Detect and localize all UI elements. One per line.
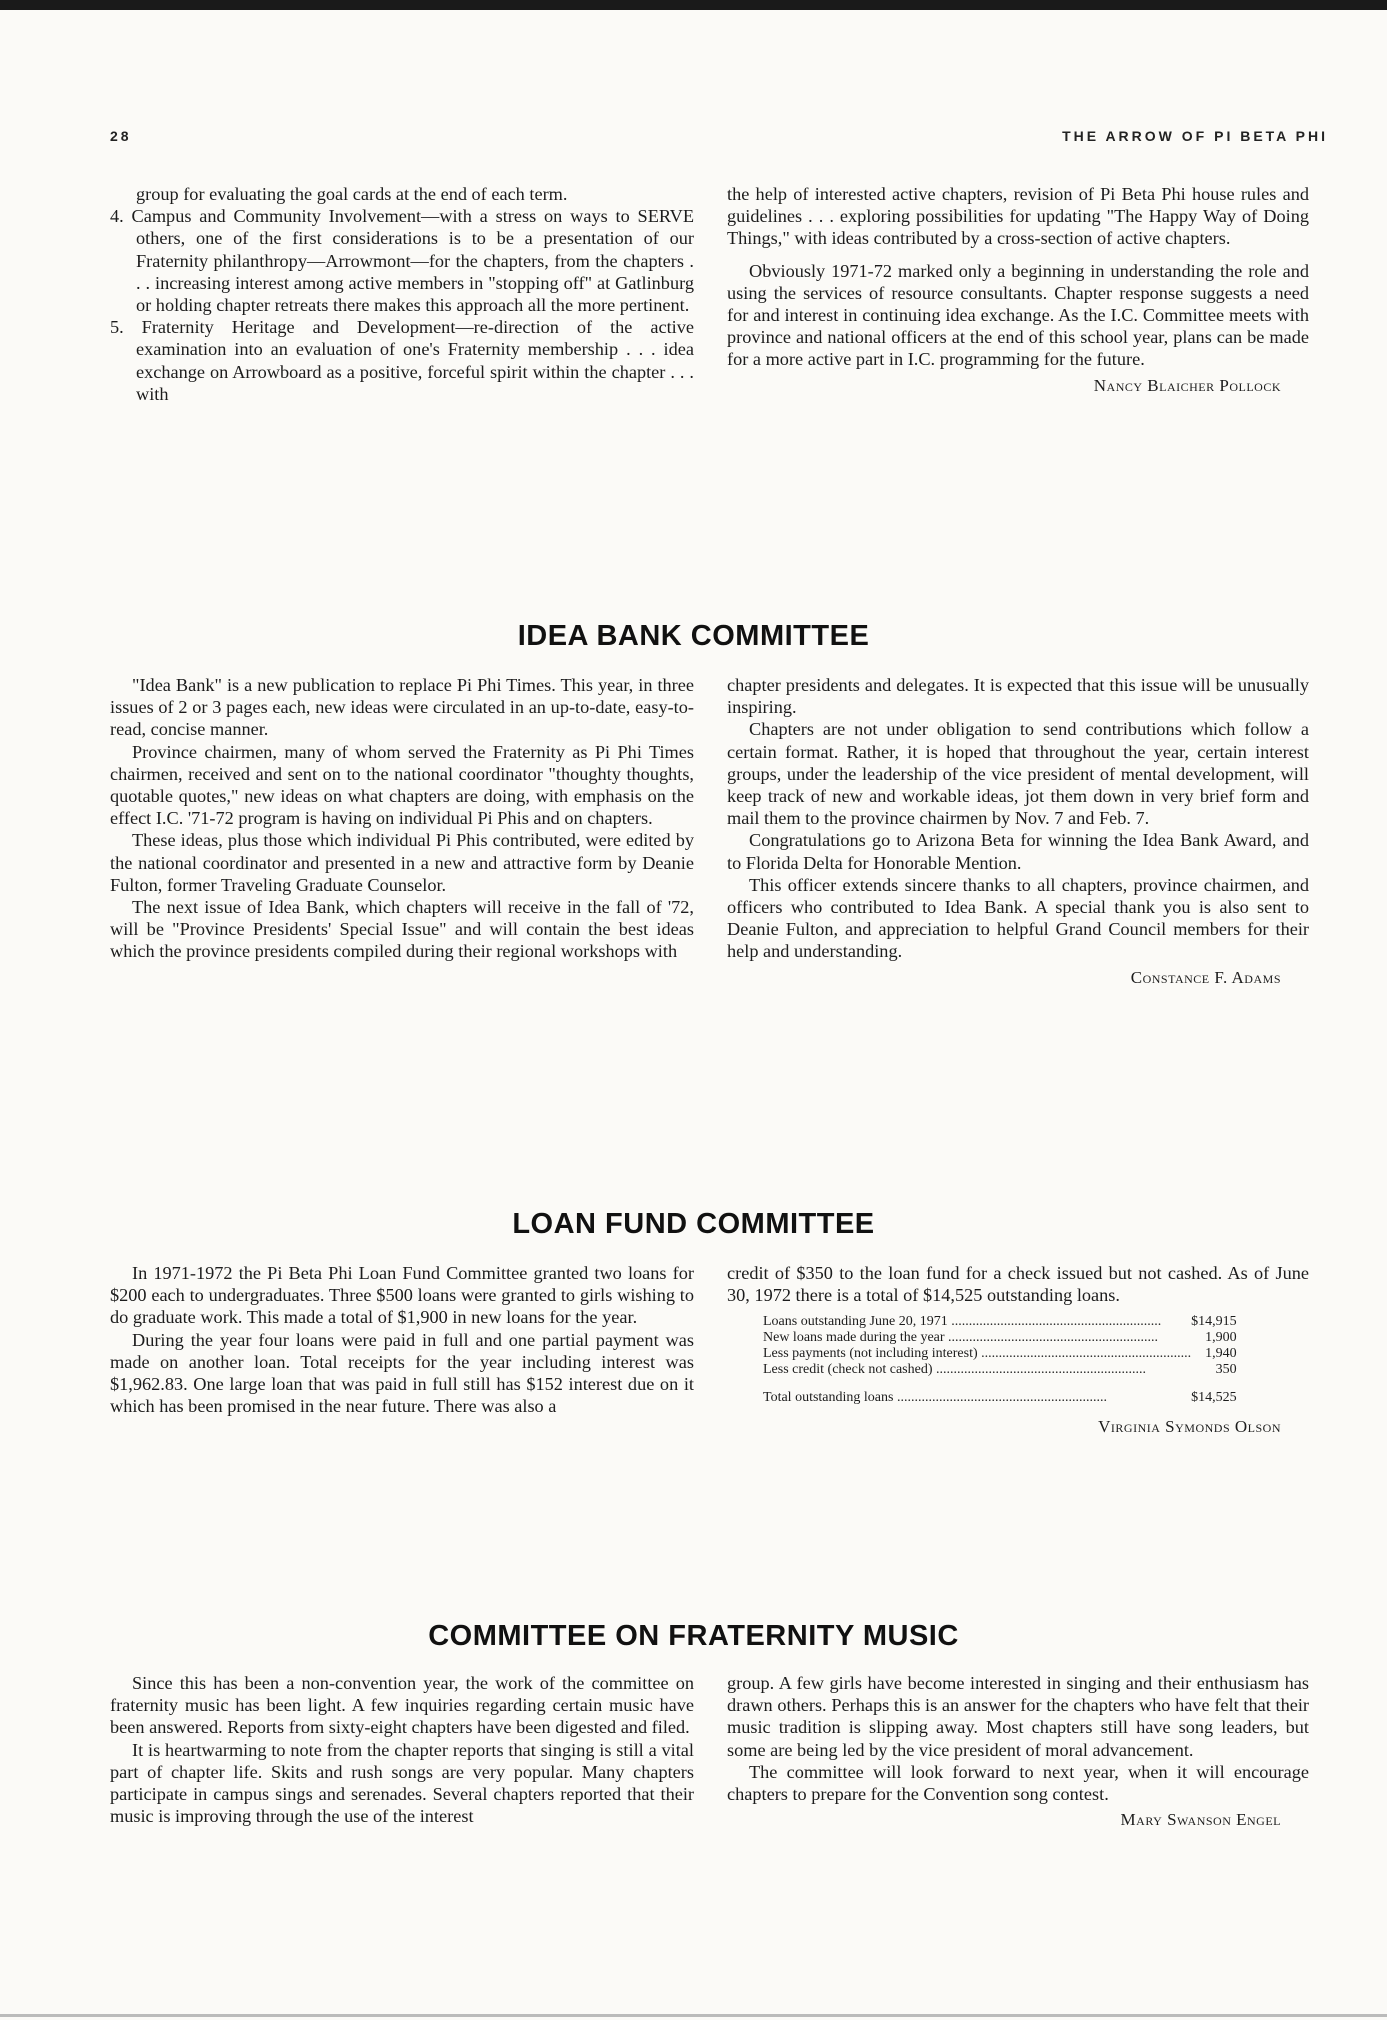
signature: Virginia Symonds Olson [1098,1417,1281,1437]
idea-bank-right-column [727,674,1309,989]
paragraph: In 1971-1972 the Pi Beta Phi Loan Fund Committee granted two loans for $200 each to undergraduates. Three $500 loans were granted to girls wishing to do graduate work. This made a total of $1,900 in new loans for the year. [110,1263,694,1328]
paragraph: This officer extends sincere thanks to all chapters, province chairmen, and officers who contributed to Idea Bank. A special thank you is also sent to Deanie Fulton, and appreciation to helpful Grand Council members for their help and understanding. [727,874,1309,962]
top-left-column [110,183,694,405]
row-label: Less credit (check not cashed) ............................................................ [763,1362,1146,1378]
section-heading: LOAN FUND COMMITTEE [512,1208,875,1240]
idea-bank-left-column [110,674,694,963]
paragraph: Since this has been a non-convention year, the work of the committee on fraternity music has been light. A few inquiries regarding certain music have been answered. Reports from sixty-eight chapters have been digested and filed. [110,1673,694,1738]
table-row [763,1330,1237,1346]
top-right-column [727,183,1309,397]
paragraph: credit of $350 to the loan fund for a check issued but not cashed. As of June 30, 1972 there is a total of $14,525 outstanding loans. [727,1263,1309,1306]
signature: Nancy Blaicher Pollock [1093,375,1281,395]
bottom-border [0,2014,1387,2017]
paragraph: "Idea Bank" is a new publication to replace Pi Phi Times. This year, in three issues of 2 or 3 pages each, new ideas were circulated in an up-to-date, easy-to-read, concise manner. [110,675,694,740]
page-number: 28 [110,128,132,144]
row-amount: $14,915 [1191,1314,1237,1330]
row-amount: 1,940 [1205,1346,1237,1362]
signature: Mary Swanson Engel [1120,1810,1281,1830]
paragraph: chapter presidents and delegates. It is expected that this issue will be unusually inspiring. [727,675,1309,718]
section-heading: IDEA BANK COMMITTEE [517,620,870,652]
loan-fund-left-column [110,1262,694,1417]
signature: Constance F. Adams [1130,967,1281,987]
table-row [763,1314,1237,1330]
paragraph: The next issue of Idea Bank, which chapters will receive in the fall of '72, will be "Province Presidents' Special Issue" and will contain the best ideas which the province presidents compiled during their regional workshops with [110,897,694,962]
list-item-5: 5. Fraternity Heritage and Development—re-direction of the active examination into an evaluation of one's Fraternity membership . . . idea exchange on Arrowboard as a positive, forceful spirit within the chapter . . . with [110,317,694,404]
paragraph: The committee will look forward to next year, when it will encourage chapters to prepare for the Convention song contest. [727,1761,1309,1805]
paragraph: group. A few girls have become interested in singing and their enthusiasm has drawn others. Perhaps this is an answer for the chapters who have felt that their music tradition is slipping away. Most chapters still have song leaders, but some are being led by the vice president of moral advancement. [727,1673,1309,1760]
music-left-column [110,1672,694,1827]
loan-table [763,1314,1237,1406]
running-head: THE ARROW OF PI BETA PHI [1062,128,1328,144]
list-item-4: 4. Campus and Community Involvement—with a stress on ways to SERVE others, one of the first considerations is to be a presentation of our Fraternity philanthropy—Arrowmont—for the chapters, from the chapters . . . increasing interest among active members in "stopping off" at Gatlinburg or holding chapter retreats there makes this approach all the more pertinent. [110,206,694,316]
table-row [763,1362,1237,1378]
row-amount: 350 [1215,1362,1237,1378]
paragraph: Congratulations go to Arizona Beta for winning the Idea Bank Award, and to Florida Delta for Honorable Mention. [727,830,1309,873]
paragraph: Obviously 1971-72 marked only a beginning in understanding the role and using the services of resource consultants. Chapter response suggests a need for and interest in continuing idea exchange. As the I.C. Committee meets with province and national officers at the end of this school year, plans can be made for a more active part in I.C. programming for the future. [727,260,1309,370]
paragraph: During the year four loans were paid in full and one partial payment was made on another loan. Total receipts for the year including interest was $1,962.83. One large loan that was paid in full still has $152 interest due on it which has been promised in the near future. There was also a [110,1329,694,1417]
total-amount: $14,525 [1191,1390,1237,1406]
paragraph: Chapters are not under obligation to send contributions which follow a certain format. Rather, it is hoped that throughout the year, certain interest groups, under the leadership of the vice president of mental development, will keep track of new and workable ideas, jot them down in very brief form and mail them to the province chairmen by Nov. 7 and Feb. 7. [727,719,1309,829]
row-amount: 1,900 [1205,1330,1237,1346]
section-heading: COMMITTEE ON FRATERNITY MUSIC [428,1620,959,1652]
row-label: Loans outstanding June 20, 1971 ............................................................ [763,1314,1162,1330]
row-label: Less payments (not including interest) ............................................................ [763,1346,1192,1362]
paragraph: group for evaluating the goal cards at the end of each term. [136,184,568,204]
paragraph: These ideas, plus those which individual Pi Phis contributed, were edited by the national coordinator and presented in a new and attractive form by Deanie Fulton, former Traveling Graduate Counselor. [110,830,694,895]
paragraph: It is heartwarming to note from the chapter reports that singing is still a vital part of chapter life. Skits and rush songs are very popular. Many chapters participate in campus sings and serenades. Several chapters reported that their music is improving through the use of the interest [110,1739,694,1827]
music-right-column [727,1672,1309,1831]
top-border [0,0,1387,10]
table-total-row [763,1378,1237,1406]
paragraph: the help of interested active chapters, revision of Pi Beta Phi house rules and guidelines . . . exploring possibilities for updating "The Happy Way of Doing Things," with ideas contributed by a cross-section of active chapters. [727,184,1309,249]
loan-fund-right-column [727,1262,1309,1439]
row-label: New loans made during the year ............................................................ [763,1330,1159,1346]
table-row [763,1346,1237,1362]
paragraph: Province chairmen, many of whom served the Fraternity as Pi Phi Times chairmen, received and sent on to the national coordinator "thoughty thoughts, quotable quotes," new ideas on what chapters are doing, with emphasis on the effect I.C. '71-72 program is having on individual Pi Phis and on chapters. [110,741,694,829]
total-label: Total outstanding loans ............................................................ [763,1390,1107,1406]
